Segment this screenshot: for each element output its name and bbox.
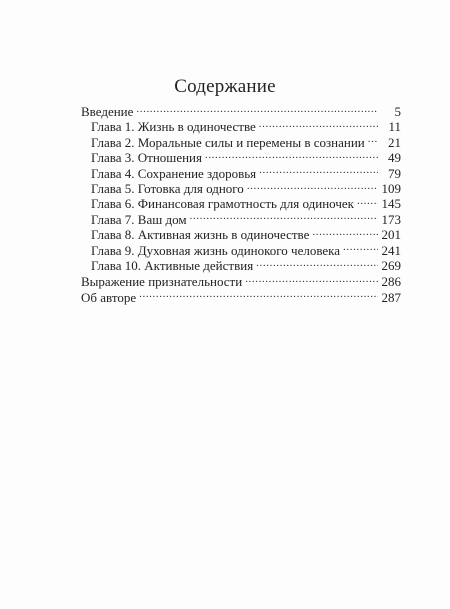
toc-entry-page: 286 <box>381 274 401 290</box>
toc-entry-page: 79 <box>388 165 401 181</box>
dot-leader <box>245 274 378 286</box>
toc-entry-page: 109 <box>381 181 401 197</box>
toc-entry-label: Глава 1. Жизнь в одиночестве <box>91 119 256 135</box>
toc-entry-page: 11 <box>388 119 401 135</box>
toc-entry-about-author <box>81 290 401 305</box>
toc-entry-page: 269 <box>381 258 401 274</box>
toc-entry-page: 201 <box>381 227 401 243</box>
dot-leader <box>343 243 378 255</box>
toc-entry-page: 5 <box>394 104 401 119</box>
dot-leader <box>247 181 378 193</box>
toc-entry-label: Введение <box>81 104 134 119</box>
table-of-contents <box>81 104 401 305</box>
toc-entry-label: Глава 5. Готовка для одного <box>91 181 244 197</box>
toc-entry-page: 21 <box>388 134 401 150</box>
toc-entry-label: Глава 3. Отношения <box>91 150 202 166</box>
dot-leader <box>312 227 378 239</box>
toc-entry-chapter-10 <box>81 258 401 273</box>
dot-leader <box>259 119 378 131</box>
toc-entry-chapter-5 <box>81 181 401 196</box>
toc-entry-label: Об авторе <box>81 289 137 305</box>
toc-entry-introduction <box>81 104 401 119</box>
toc-title: Содержание <box>174 76 276 97</box>
toc-entry-chapter-8 <box>81 227 401 242</box>
dot-leader <box>190 212 378 224</box>
toc-entry-label: Глава 10. Активные действия <box>91 258 254 274</box>
toc-entry-chapter-6 <box>81 196 401 211</box>
dot-leader <box>139 290 378 302</box>
toc-entry-label: Глава 8. Активная жизнь в одиночестве <box>91 227 310 243</box>
toc-entry-label: Выражение признательности <box>81 274 243 290</box>
toc-entry-chapter-9 <box>81 243 401 258</box>
toc-entry-chapter-4 <box>81 166 401 181</box>
toc-entry-page: 49 <box>388 150 401 166</box>
dot-leader <box>368 135 378 147</box>
toc-entry-chapter-7 <box>81 212 401 227</box>
toc-entry-label: Глава 9. Духовная жизнь одинокого человека <box>91 242 341 258</box>
toc-entry-chapter-3 <box>81 150 401 165</box>
toc-entry-label: Глава 4. Сохранение здоровья <box>91 165 257 181</box>
toc-entry-page: 241 <box>381 242 401 258</box>
toc-entry-chapter-1 <box>81 119 401 134</box>
toc-entry-page: 145 <box>381 196 401 212</box>
toc-entry-label: Глава 6. Финансовая грамотность для одиночек <box>91 196 354 212</box>
toc-entry-chapter-2 <box>81 135 401 150</box>
toc-entry-acknowledgments <box>81 274 401 289</box>
toc-entry-page: 287 <box>381 289 401 305</box>
dot-leader <box>259 166 378 178</box>
toc-entry-label: Глава 7. Ваш дом <box>91 211 187 227</box>
toc-entry-page: 173 <box>381 211 401 227</box>
dot-leader <box>357 196 378 208</box>
toc-entry-label: Глава 2. Моральные силы и перемены в сознании <box>91 134 365 150</box>
dot-leader <box>205 150 378 162</box>
dot-leader <box>256 258 378 270</box>
dot-leader <box>136 104 378 116</box>
